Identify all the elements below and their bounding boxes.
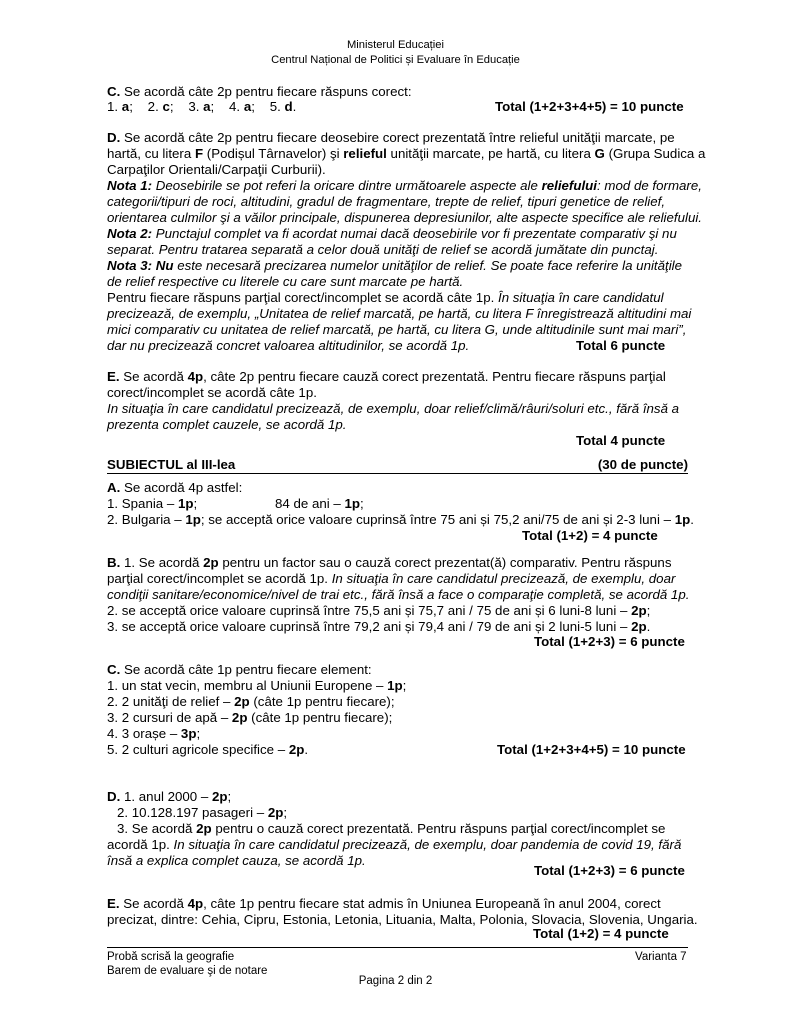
subject-3-points: (30 de puncte) — [597, 457, 688, 472]
s3d-line5: însă a explica complet cauza, se acordă 1p. — [107, 853, 366, 868]
header-ministry: Ministerul Educației — [346, 39, 444, 51]
footer-variant: Varianta 7 — [635, 951, 687, 963]
s3b-line1: B. 1. Se acordă 2p pentru un factor sau o cauză corect prezentat(ă) comparativ. Pentru răspuns — [107, 555, 672, 570]
footer-exam-name: Probă scrisă la geografie — [107, 951, 235, 963]
section-d-nota2: Nota 2: Punctajul complet va fi acordat numai dacă deosebirile vor fi prezentate comparativ şi nu — [107, 226, 677, 241]
section-e-line1: E. Se acordă 4p, câte 2p pentru fiecare cauză corect prezentată. Pentru fiecare răspuns parţial — [107, 369, 666, 384]
section-d-nota2-line2: separat. Pentru tratarea separată a celor două unităţi de relief se acordă jumătate din punctaj. — [107, 242, 659, 257]
subject-3-heading: SUBIECTUL al III-lea (30 de puncte) — [107, 457, 688, 472]
section-c-intro: C. Se acordă câte 2p pentru fiecare răspuns corect: — [107, 84, 412, 99]
s3b-total: Total (1+2+3) = 6 puncte — [534, 634, 685, 649]
s3e-line2: precizat, dintre: Cehia, Cipru, Estonia, Letonia, Lituania, Malta, Polonia, Slovacia, Slovenia, Ungaria. — [107, 912, 698, 927]
section-d-nota1-line3: orientarea culmilor şi a văilor principale, dispunerea depresiunilor, alte aspecte specifice ale reliefului. — [107, 210, 702, 225]
s3c-item5: 5. 2 culturi agricole specifice – 2p. — [107, 742, 309, 757]
s3b-line3: condiţii sanitare/economice/nivel de trai etc., fără însă a face o comparaţie completă, se acordă 1p. — [107, 587, 690, 602]
s3d-item3: 3. Se acordă 2p pentru o cauză corect prezentată. Pentru răspuns parţial corect/incomplet se — [117, 821, 666, 836]
section-d-line3: Carpaţilor Orientali/Carpaţii Curburii). — [107, 162, 326, 177]
s3b-line2: parţial corect/incomplet se acordă 1p. In situaţia în care candidatul precizează, de exemplu, doar — [107, 571, 676, 586]
header-center: Centrul Național de Politici și Evaluare în Educație — [271, 54, 520, 66]
footer-rule — [107, 947, 688, 948]
section-d-partial-line2: precizează, de exemplu, „Unitatea de relief marcată, pe hartă, cu litera F înregistrează altitudini mai — [107, 306, 692, 321]
section-e-line2: corect/incomplet se acordă câte 1p. — [107, 385, 317, 400]
s3a-item1: 1. Spania – 1p; — [107, 496, 198, 511]
section-d-total: Total 6 puncte — [576, 338, 666, 353]
s3b-line5: 3. se acceptă orice valoare cuprinsă între 79,2 ani și 79,4 ani / 79 de ani și 2 luni-5 luni – 2p. — [107, 619, 651, 634]
section-e-line3: In situaţia în care candidatul precizează, de exemplu, doar relief/climă/râuri/soluri etc., fără însă a — [107, 401, 680, 416]
section-d-nota3-line2: de relief respective cu literele cu care sunt marcate pe hartă. — [107, 274, 464, 289]
s3d-line4: acordă 1p. In situaţia în care candidatul precizează, de exemplu, doar pandemia de covid 19, fără — [107, 837, 682, 852]
section-e-line4: prezenta complet cauzele, se acordă 1p. — [107, 417, 347, 432]
s3b-line4: 2. se acceptă orice valoare cuprinsă între 75,5 ani și 75,7 ani / 75 de ani și 6 luni-8 luni – 2p; — [107, 603, 651, 618]
section-d-line1: D. Se acordă câte 2p pentru fiecare deosebire corect prezentată între relieful unităţii marcate, pe — [107, 130, 675, 145]
section-d-nota1-line2: categorii/tipuri de roci, altitudini, gradul de fragmentare, trepte de relief, tipuri genetice de relief, — [107, 194, 666, 209]
section-d-partial-line1: Pentru fiecare răspuns parţial corect/incomplet se acordă câte 1p. În situaţia în care candidatul — [107, 290, 664, 305]
s3d-item2: 2. 10.128.197 pasageri – 2p; — [117, 805, 288, 820]
s3c-item3: 3. 2 cursuri de apă – 2p (câte 1p pentru fiecare); — [107, 710, 393, 725]
footer-page-number: Pagina 2 din 2 — [358, 975, 433, 987]
section-c-answers: 1. a; 2. c; 3. a; 4. a; 5. d. — [107, 99, 297, 114]
section-c-total: Total (1+2+3+4+5) = 10 puncte — [495, 99, 684, 114]
s3e-total: Total (1+2) = 4 puncte — [533, 926, 669, 941]
s3a-total: Total (1+2) = 4 puncte — [522, 528, 658, 543]
s3c-item4: 4. 3 orașe – 3p; — [107, 726, 201, 741]
section-d-partial-line3: mici comparativ cu unitatea de relief marcată, pe hartă, cu litera G, unde altitudinile sunt mai mari”, — [107, 322, 687, 337]
s3a-item2: 2. Bulgaria – 1p; se acceptă orice valoare cuprinsă între 75 ani și 75,2 ani/75 de ani și 2-3 luni – 1p. — [107, 512, 694, 527]
s3a-item1-age: 84 de ani – 1p; — [275, 496, 364, 511]
s3e-line1: E. Se acordă 4p, câte 1p pentru fiecare stat admis în Uniunea Europeană în anul 2004, corect — [107, 896, 661, 911]
section-e-total: Total 4 puncte — [576, 433, 666, 448]
s3c-item1: 1. un stat vecin, membru al Uniunii Europene – 1p; — [107, 678, 407, 693]
section-d-line2: hartă, cu litera F (Podișul Târnavelor) şi relieful unităţii marcate, pe hartă, cu litera G (Grupa Sudica a — [107, 146, 706, 161]
section-d-partial-line4: dar nu precizează concret valoarea altitudinilor, se acordă 1p. — [107, 338, 470, 353]
s3c-item2: 2. 2 unităţi de relief – 2p (câte 1p pentru fiecare); — [107, 694, 395, 709]
s3d-total: Total (1+2+3) = 6 puncte — [534, 863, 685, 878]
s3c-intro: C. Se acordă câte 1p pentru fiecare element: — [107, 662, 372, 677]
s3d-item1: D. 1. anul 2000 – 2p; — [107, 789, 232, 804]
s3a-intro: A. Se acordă 4p astfel: — [107, 480, 243, 495]
footer-barem: Barem de evaluare şi de notare — [107, 965, 268, 977]
section-d-nota3: Nota 3: Nu este necesară precizarea numelor unităţilor de relief. Se poate face referire la unităţile — [107, 258, 683, 273]
s3c-total: Total (1+2+3+4+5) = 10 puncte — [497, 742, 686, 757]
section-d-nota1: Nota 1: Deosebirile se pot referi la oricare dintre următoarele aspecte ale reliefului: mod de formare, — [107, 178, 702, 193]
